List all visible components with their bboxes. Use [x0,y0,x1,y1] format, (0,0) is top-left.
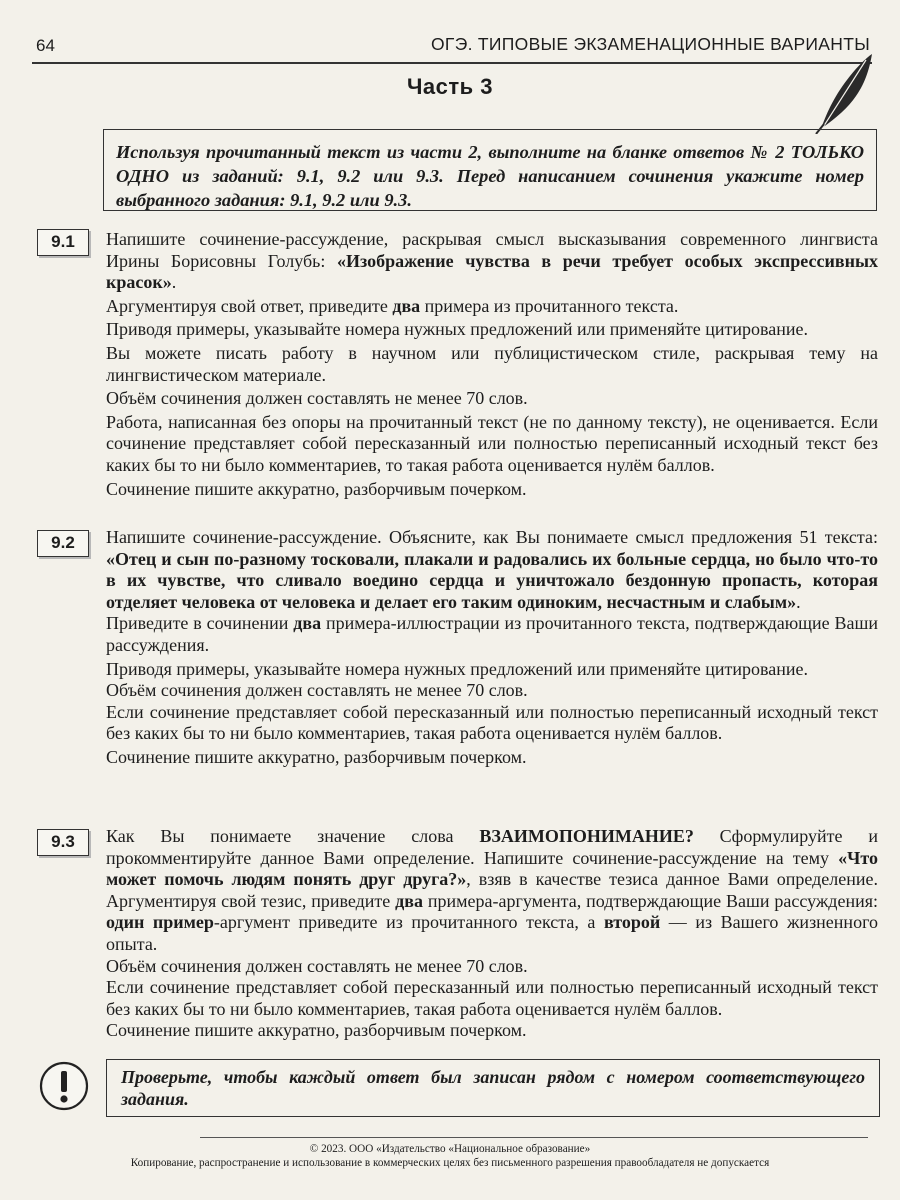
task-paragraph: Напишите сочинение-рассуждение. Объясните, как Вы понимаете смысл предложения 51 текста: «Отец и сын по-разному тосковали, плакали и радовались их больные сердца, но было что-то в их чувстве, что сливало воедино сердца и уничтожало бездонную пропасть, которая отделяет человека от человека и делает его таким одиноким, несчастным и слабым». [106,527,878,612]
task-paragraph: Аргументируя свой ответ, приведите два примера из прочитанного текста. [106,295,679,316]
task-paragraph: Объём сочинения должен составлять не менее 70 слов. [106,955,528,976]
task-paragraph: Объём сочинения должен составлять не менее 70 слов. [106,388,528,409]
task-number-badge: 9.1 [37,229,89,256]
page-header [32,30,872,64]
task-paragraph: Напишите сочинение-рассуждение, раскрывая смысл высказывания современного лингвиста Ирины Борисовны Голубь: «Изображение чувства в речи требует особых экспрессивных красок». [106,229,878,293]
task-number-badge: 9.3 [37,829,89,856]
task-number-badge: 9.2 [37,530,89,557]
task-paragraph: Работа, написанная без опоры на прочитанный текст (не по данному тексту), не оценивается. Если сочинение представляет собой пересказанный или полностью переписанный исходный текст без каких бы то ни было комментариев, то такая работа оценивается нулём баллов. [106,411,878,475]
task-paragraph: Сочинение пишите аккуратно, разборчивым почерком. [106,746,527,767]
check-note-box: Проверьте, чтобы каждый ответ был записан рядом с номером соответствующего задания. [106,1059,880,1117]
task-paragraph: Как Вы понимаете значение слова ВЗАИМОПОНИМАНИЕ? Сформулируйте и прокомментируйте данное Вами определение. Напишите сочинение-рассуждение на тему «Что может помочь людям понять друг друга?», взяв в качестве тезиса данное Вами определение. Аргументируя свой тезис, приведите два примера-аргумента, подтверждающие Ваши рассуждения: один пример-аргумент приведите из прочитанного текста, а второй — из Вашего жизненного опыта. [106,826,878,954]
task-paragraph: Объём сочинения должен составлять не менее 70 слов. [106,680,528,701]
part-title: Часть 3 [406,74,494,99]
task-paragraph: Если сочинение представляет собой пересказанный или полностью переписанный исходный текст без каких бы то ни было комментариев, такая работа оценивается нулём баллов. [106,701,878,744]
feather-icon [810,52,874,134]
instruction-box: Используя прочитанный текст из части 2, выполните на бланке ответов № 2 ТОЛЬКО ОДНО из заданий: 9.1, 9.2 или 9.3. Перед написанием сочинения укажите номер выбранного задания: 9.1, 9.2 или 9.3. [103,129,877,211]
task-paragraph: Вы можете писать работу в научном или публицистическом стиле, раскрывая тему на лингвистическом материале. [106,342,878,385]
footer-divider [200,1137,868,1138]
footer-copyright: © 2023. ООО «Издательство «Национальное образование» [309,1143,591,1155]
task-9-1-text [106,229,878,500]
task-paragraph: Приведите в сочинении два примера-иллюстрации из прочитанного текста, подтверждающие Ваши рассуждения. [106,613,879,655]
task-9-2-text [106,527,878,769]
task-paragraph: Приводя примеры, указывайте номера нужных предложений или применяйте цитирование. [106,319,809,340]
footer-notice: Копирование, распространение и использование в коммерческих целях без письменного разрешения правообладателя не допускается [130,1157,770,1169]
task-9-3-text [106,826,878,1042]
running-title: ОГЭ. ТИПОВЫЕ ЭКЗАМЕНАЦИОННЫЕ ВАРИАНТЫ [431,34,870,54]
page-number: 64 [36,36,55,55]
task-paragraph: Сочинение пишите аккуратно, разборчивым почерком. [106,478,527,499]
exclamation-icon [38,1060,90,1112]
task-paragraph: Если сочинение представляет собой пересказанный или полностью переписанный исходный текст без каких бы то ни было комментариев, такая работа оценивается нулём баллов. [106,977,878,1019]
task-paragraph: Приводя примеры, указывайте номера нужных предложений или применяйте цитирование. [106,658,809,679]
task-paragraph: Сочинение пишите аккуратно, разборчивым почерком. [106,1020,527,1041]
